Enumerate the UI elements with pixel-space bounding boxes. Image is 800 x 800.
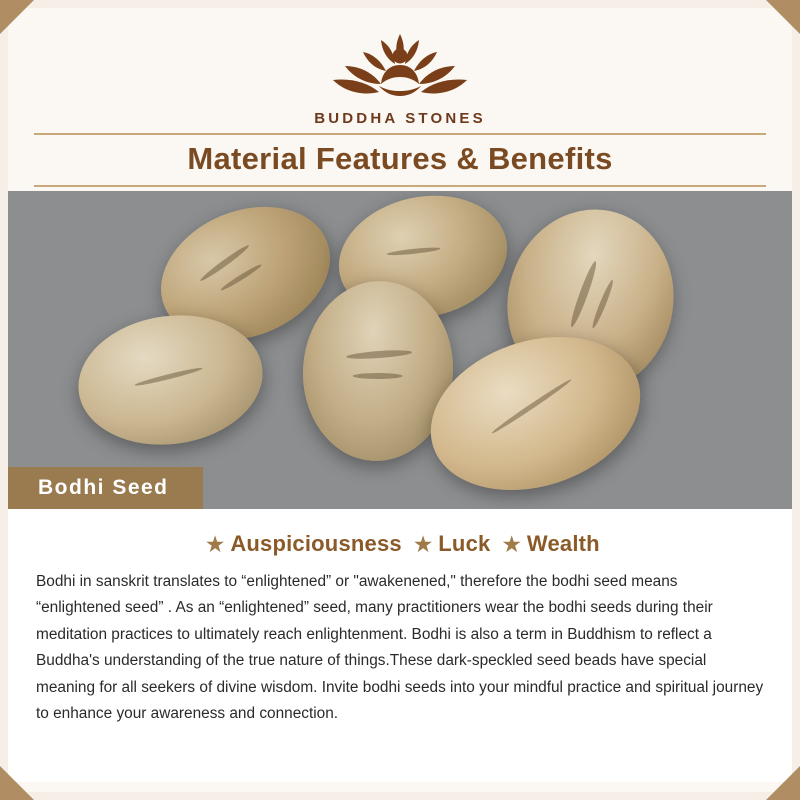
divider-top	[34, 133, 766, 135]
card-inner	[8, 8, 792, 792]
product-photo	[8, 191, 792, 509]
footer-strip	[8, 782, 792, 792]
photo-caption: Bodhi Seed	[8, 467, 203, 509]
keyword-item: Auspiciousness	[230, 531, 402, 556]
corner-ornament-top-left	[0, 0, 34, 34]
keyword-item: Luck	[438, 531, 491, 556]
star-icon: ★	[206, 534, 225, 556]
brand-header	[8, 8, 792, 131]
corner-ornament-bottom-left	[0, 766, 34, 800]
divider-bottom	[34, 185, 766, 187]
logo	[8, 22, 792, 127]
star-icon: ★	[414, 534, 433, 556]
brand-name: BUDDHA STONES	[314, 110, 486, 127]
description-text: Bodhi in sanskrit translates to “enlightened” or "awakenened," therefore the bodhi seed means “enlightened seed” . As an “enlightened” seed, many practitioners wear the bodhi seeds during their meditation practices to ultimately reach enlightenment. Bodhi is also a term in Buddhism to reflect a Buddha's understanding of the true nature of things.These dark-speckled seed beads have special meaning for all seekers of divine wisdom. Invite bodhi seeds into your mindful practice and spiritual journey to enhance your awareness and connection.	[36, 573, 764, 723]
description-section	[8, 509, 792, 782]
title-banner	[8, 131, 792, 191]
keyword-item: Wealth	[526, 531, 600, 556]
corner-ornament-top-right	[766, 0, 800, 34]
star-icon: ★	[502, 534, 521, 556]
page-title: Material Features & Benefits	[171, 137, 628, 181]
lotus-meditation-icon	[325, 22, 475, 108]
keyword-list	[36, 531, 764, 557]
corner-ornament-bottom-right	[766, 766, 800, 800]
